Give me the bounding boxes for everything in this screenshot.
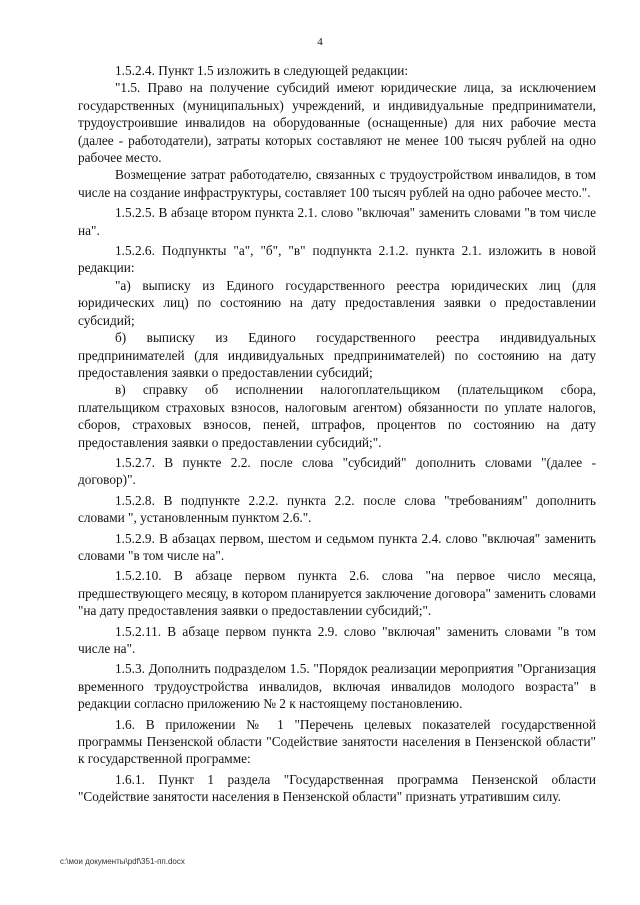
paragraph-1-5-2-7: 1.5.2.7. В пункте 2.2. после слова "субсидий" дополнить словами "(далее - договор)". — [78, 454, 596, 488]
paragraph-subitem-a: "а) выписку из Единого государственного реестра юридических лиц (для юридических лиц) по состоянию на дату предоставления заявки о предоставлении субсидий; — [78, 277, 596, 328]
paragraph-1-6: 1.6. В приложении № 1 "Перечень целевых показателей государственной программы Пензенской области "Содействие занятости населения в Пензенской области" к государственной программе: — [78, 716, 596, 767]
paragraph-1-6-1: 1.6.1. Пункт 1 раздела "Государственная программа Пензенской области "Содействие занятости населения в Пензенской области" признать утратившим силу. — [78, 771, 596, 805]
paragraph-1-5-2-4: 1.5.2.4. Пункт 1.5 изложить в следующей редакции: — [115, 63, 409, 78]
paragraph-subitem-v: в) справку об исполнении налогоплательщиком (плательщиком сбора, плательщиком страховых взносов, налоговым агентом) обязанности по уплате налогов, сборов, страховых взносов, пеней, штрафов, процентов по состоянию на дату предоставления заявки о предоставлении субсидий;". — [78, 382, 596, 450]
paragraph-1-5-2-10: 1.5.2.10. В абзаце первом пункта 2.6. слова "на первое число месяца, предшествующего месяцу, в котором планируется заключение договора" заменить словами "на дату предоставления заявки о предоставлении субсидий;". — [78, 568, 596, 619]
document-body — [78, 62, 596, 806]
paragraph-1-5-2-5: 1.5.2.5. В абзаце втором пункта 2.1. слово "включая" заменить словами "в том числе на". — [78, 205, 596, 238]
paragraph-compensation: Возмещение затрат работодателю, связанных с трудоустройством инвалидов, в том числе на создание инфраструктуры, составляет 100 тысяч рублей на одно рабочее место.". — [78, 167, 596, 200]
paragraph-1-5-2-8: 1.5.2.8. В подпункте 2.2.2. пункта 2.2. после слова "требованиям" дополнить словами ", установленным пунктом 2.6.". — [78, 492, 596, 526]
paragraph-1-5-2-11: 1.5.2.11. В абзаце первом пункта 2.9. слово "включая" заменить словами "в том числе на". — [78, 623, 596, 656]
paragraph-1-5-2-9: 1.5.2.9. В абзацах первом, шестом и седьмом пункта 2.4. слово "включая" заменить словами "в том числе на". — [78, 530, 596, 563]
paragraph-subitem-b: б) выписку из Единого государственного реестра индивидуальных предпринимателей (для индивидуальных предпринимателей) по состоянию на дату предоставления заявки о предоставлении субсидий; — [78, 330, 596, 380]
paragraph-1-5-quote: "1.5. Право на получение субсидий имеют юридические лица, за исключением государственных (муниципальных) учреждений, и индивидуальные предприниматели, трудоустроившие инвалидов на оборудованные (оснащенные) для них рабочие места (далее - работодатели), затраты которых составляют не менее 100 тысяч рублей на одно рабочее место. — [78, 80, 596, 166]
paragraph-1-5-3: 1.5.3. Дополнить подразделом 1.5. "Порядок реализации мероприятия "Организация временного трудоустройства инвалидов, включая инвалидов молодого возраста" в редакции согласно приложению № 2 к настоящему постановлению. — [78, 661, 596, 712]
footer-file-path: c:\мои документы\pdf\351-пп.docx — [60, 857, 185, 866]
paragraph-1-5-2-6: 1.5.2.6. Подпункты "а", "б", "в" подпункта 2.1.2. пункта 2.1. изложить в новой редакции: — [78, 243, 596, 276]
page-number: 4 — [317, 36, 323, 48]
